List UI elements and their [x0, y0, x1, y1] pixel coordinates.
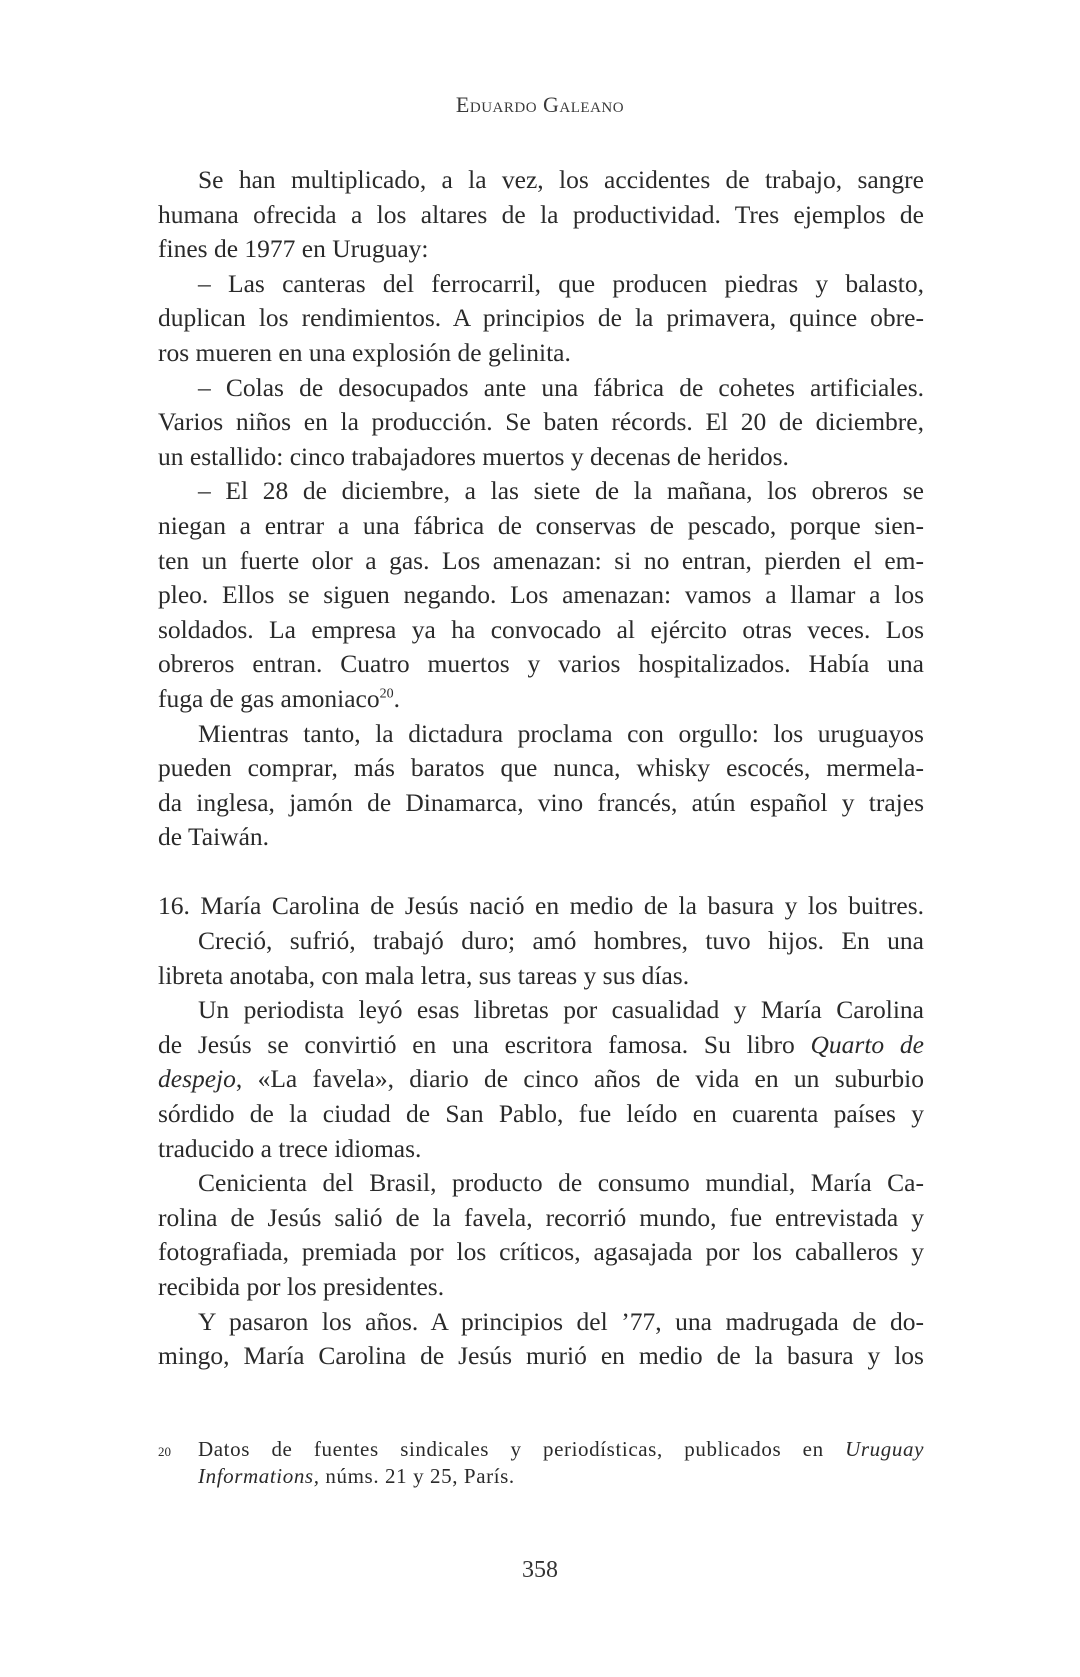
line-text: fuga de gas amoniaco [158, 683, 380, 713]
line-text-after-ref: . [393, 683, 400, 713]
line-text: duplican los rendimientos. A principios de la primavera, quince obre- [158, 303, 924, 333]
text-line [158, 371, 924, 406]
line-text: obreros entran. Cuatro muertos y varios hospitalizados. Había una [158, 649, 924, 679]
text-line [158, 1305, 924, 1340]
line-text: fines de 1977 en Uruguay: [158, 234, 429, 264]
line-text: un estallido: cinco trabajadores muertos y decenas de heridos. [158, 441, 789, 471]
text-line [158, 959, 924, 994]
text-line [158, 1339, 924, 1374]
text-line [158, 613, 924, 648]
line-text: 16. María Carolina de Jesús nació en medio de la basura y los buitres. [158, 891, 924, 921]
line-text: ros mueren en una explosión de gelinita. [158, 337, 571, 367]
text-line [158, 647, 924, 682]
text-line [158, 578, 924, 613]
line-text: de Taiwán. [158, 822, 270, 852]
line-text: sórdido de la ciudad de San Pablo, fue leído en cuarenta países y [158, 1099, 924, 1129]
text-line [158, 405, 924, 440]
line-text: Cenicienta del Brasil, producto de consumo mundial, María Ca- [198, 1168, 924, 1198]
footnote [158, 1436, 924, 1490]
line-text: de Jesús se convirtió en una escritora famosa. Su libro [158, 1029, 811, 1059]
line-text: soldados. La empresa ya ha convocado al ejército otras veces. Los [158, 614, 924, 644]
text-line [158, 993, 924, 1028]
line-text: pueden comprar, más baratos que nunca, whisky escocés, mermela- [158, 753, 924, 783]
text-line [158, 820, 924, 855]
text-line [158, 544, 924, 579]
footnote-mark: 20 [158, 1444, 171, 1459]
text-line [158, 336, 924, 371]
text-line [158, 474, 924, 509]
line-text: Creció, sufrió, trabajó duro; amó hombres, tuvo hijos. En una [198, 926, 924, 956]
line-text: Se han multiplicado, a la vez, los accidentes de trabajo, sangre [198, 165, 924, 194]
line-text: fotografiada, premiada por los críticos, agasajada por los caballeros y [158, 1237, 924, 1267]
text-line [158, 232, 924, 267]
text-line [158, 1097, 924, 1132]
line-text: , «La favela», diario de cinco años de vida en un suburbio [235, 1064, 924, 1094]
line-text: recibida por los presidentes. [158, 1272, 445, 1301]
page-number: 358 [522, 1557, 558, 1583]
text-line [158, 1028, 924, 1063]
footnote-reference: 20 [379, 686, 394, 702]
line-text: Un periodista leyó esas libretas por casualidad y María Carolina [198, 995, 924, 1025]
footnote-text: Datos de fuentes sindicales y periodísticas, publicados en [198, 1437, 846, 1461]
line-text: libreta anotaba, con mala letra, sus tareas y sus días. [158, 960, 690, 990]
text-line [158, 786, 924, 821]
text-line [158, 509, 924, 544]
section-gap [158, 855, 924, 890]
text-line [158, 198, 924, 233]
line-text: pleo. Ellos se siguen negando. Los amenazan: vamos a llamar a los [158, 580, 924, 610]
text-line [158, 301, 924, 336]
body-text [158, 163, 924, 1374]
text-line [158, 717, 924, 752]
running-head: Eduardo Galeano [455, 92, 625, 117]
text-line [158, 163, 924, 198]
line-text: Mientras tanto, la dictadura proclama con orgullo: los uruguayos [198, 718, 924, 748]
line-text: rolina de Jesús salió de la favela, recorrió mundo, fue entrevistada y [158, 1202, 924, 1232]
line-text: Varios niños en la producción. Se baten récords. El 20 de diciembre, [158, 407, 924, 437]
text-line [158, 924, 924, 959]
line-text: – Las canteras del ferrocarril, que producen piedras y balasto, [198, 268, 924, 298]
text-line [158, 1201, 924, 1236]
italic-title: Quarto de [810, 1029, 924, 1059]
line-text: mingo, María Carolina de Jesús murió en medio de la basura y los [158, 1341, 924, 1371]
text-line [158, 889, 924, 924]
text-line [158, 751, 924, 786]
footnote-italic-title-cont: Informations, [198, 1464, 320, 1488]
text-line [158, 1062, 924, 1097]
italic-title: despejo [158, 1064, 236, 1094]
text-line [158, 682, 924, 717]
line-text: humana ofrecida a los altares de la productividad. Tres ejemplos de [158, 199, 924, 229]
footnote-line-2 [198, 1463, 924, 1490]
line-text: Y pasaron los años. A principios del ’77, una madrugada de do- [198, 1306, 924, 1336]
text-line [158, 1235, 924, 1270]
text-line [158, 267, 924, 302]
footnote-line-1 [198, 1436, 924, 1463]
footnote-italic-title: Uruguay [845, 1437, 924, 1461]
footnote-text-cont: núms. 21 y 25, París. [319, 1464, 515, 1488]
text-line [158, 1132, 924, 1167]
line-text: traducido a trece idiomas. [158, 1133, 422, 1163]
line-text: – Colas de desocupados ante una fábrica de cohetes artificiales. [198, 372, 924, 402]
text-line [158, 440, 924, 475]
text-line [158, 1270, 924, 1305]
line-text: da inglesa, jamón de Dinamarca, vino francés, atún español y trajes [158, 787, 924, 817]
line-text: niegan a entrar a una fábrica de conservas de pescado, porque sien- [158, 510, 924, 540]
line-text: ten un fuerte olor a gas. Los amenazan: si no entran, pierden el em- [158, 545, 924, 575]
text-line [158, 1166, 924, 1201]
line-text: – El 28 de diciembre, a las siete de la mañana, los obreros se [198, 476, 924, 506]
